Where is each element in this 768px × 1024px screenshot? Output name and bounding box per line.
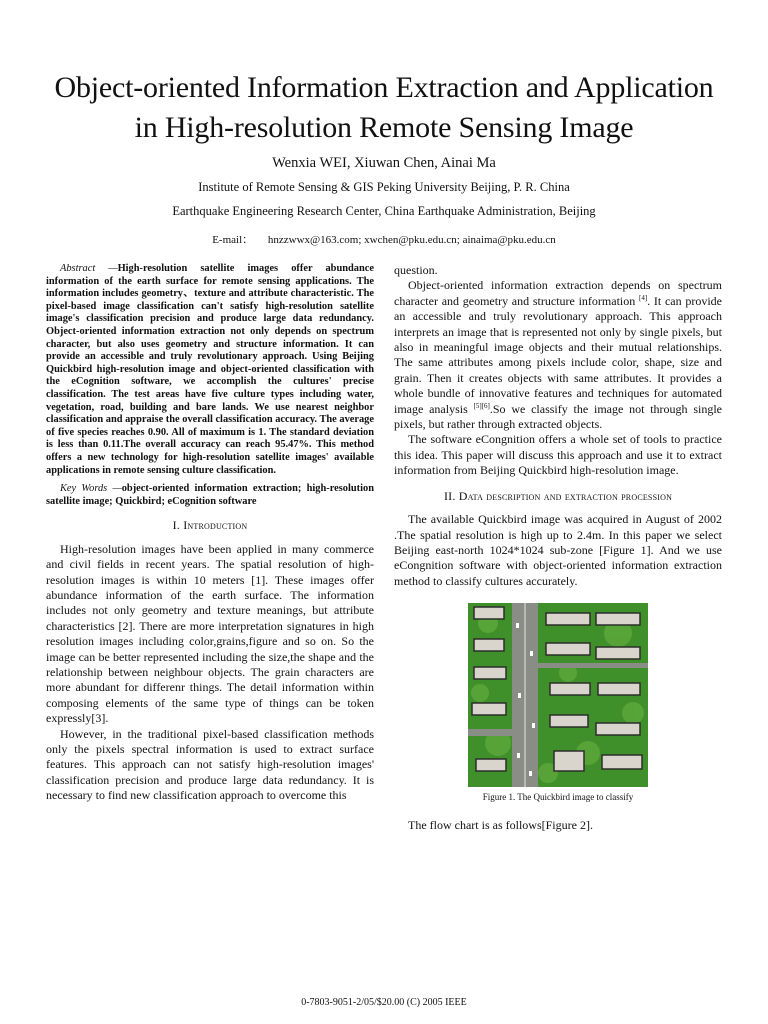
title-line-2: in High-resolution Remote Sensing Image <box>134 111 634 144</box>
affiliation-1: Institute of Remote Sensing & GIS Peking University Beijing, P. R. China <box>198 180 570 194</box>
object-oriented-paragraph <box>394 278 722 432</box>
citation-5-6: [5][6] <box>473 401 490 410</box>
left-column <box>46 263 374 804</box>
paper-title <box>20 68 748 148</box>
abstract-text: High-resolution satellite images offer abundance information of the earth surface for remote sensing applications. The information includes geometry、texture and attribute characteristic. The pixel-based image classification can't satisfy high-resolution satellite image's classification precision and produce large data redundancy. Object-oriented information extraction not only depends on spectrum character, but also uses geometry and structure information. It can provide an accessible and truly revolutionary approach. Using Beijing Quickbird high-resolution image and object-oriented classification with the eCognition software, we accomplish the cultures' precise classification. The test areas have five culture types including water, vegetation, road, building and bare lands. We use nearest neighbor classification and appraise the overall classification accuracy. The average of five species reaches 0.90. All of maximum is 1. The standard deviation is less than 0.11.The overall accuracy can reach 95.47%. This method offers a new technology for high-resolution satellite images' available applications in remote sensing culture classification. <box>46 263 374 476</box>
quickbird-satellite-image <box>468 603 648 787</box>
abstract <box>46 263 374 477</box>
figure-1 <box>394 603 722 805</box>
section-heading-introduction: I. Introduction <box>172 518 248 533</box>
section-heading-data-description: II. Data description and extraction procession <box>443 488 673 503</box>
data-description-paragraph: The available Quickbird image was acquired in August of 2002 .The spatial resolution is high up to 2.4m. In this paper we select Beijing east-north 1024*1024 sub-zone [Figure 1]. And we use eCongnition software with object-oriented information extraction method to classify cultures accurately. <box>394 512 722 588</box>
keywords <box>46 483 374 508</box>
keywords-text: object-oriented information extraction; high-resolution satellite image; Quickbird; eCognition software <box>46 483 374 507</box>
figure-1-caption: Figure 1. The Quickbird image to classify <box>482 792 634 803</box>
paragraph-text-a: Object-oriented information extraction depends on spectrum character and geometry and structure information <box>394 278 722 308</box>
email-line <box>0 231 768 247</box>
continued-text: question. <box>394 263 438 277</box>
email-label: E-mail： <box>212 234 254 246</box>
keywords-lead: Key Words — <box>60 483 122 495</box>
paragraph-text-b: . It can provide an accessible and truly revolutionary approach. This approach interprets an image that is represented not only by single pixels, but also in meaningful image objects and their mutual relationships. The same attributes among pixels include color, shape, size and grain. Then it creates objects with same attributes. It provides a whole bundle of innovative features and techniques for automated image analysis <box>394 293 723 416</box>
citation-4: [4] <box>638 293 648 302</box>
ecognition-paragraph: The software eCongnition offers a whole set of tools to practice this idea. This paper will discuss this approach and use it to extract information from Beijing Quickbird high-resolution image. <box>394 432 722 478</box>
email-addresses: hnzzwwx@163.com; xwchen@pku.edu.cn; ainaima@pku.edu.cn <box>267 234 556 246</box>
right-column <box>394 263 722 833</box>
title-line-1: Object-oriented Information Extraction and Application <box>54 71 714 104</box>
flow-chart-reference: The flow chart is as follows[Figure 2]. <box>408 817 593 832</box>
author-list: Wenxia WEI, Xiuwan Chen, Ainai Ma <box>272 155 496 171</box>
abstract-lead: Abstract — <box>60 263 118 274</box>
intro-paragraph-2: However, in the traditional pixel-based classification methods only the pixels spectral information is used to extract surface features. This approach can not satisfy high-resolution images' classification precision and produce large data redundancy. It is necessary to find new classification approach to overcome this <box>46 726 374 803</box>
paragraph-text-c: .So we classify the image not through single pixels, but rather through extracted objects. <box>394 401 722 432</box>
affiliation-2: Earthquake Engineering Research Center, China Earthquake Administration, Beijing <box>172 204 596 218</box>
copyright-footer: 0-7803-9051-2/05/$20.00 (C) 2005 IEEE <box>301 997 467 1008</box>
intro-paragraph-1: High-resolution images have been applied in many commerce and civil fields in recent years. The spatial resolution of high-resolution images is within 10 meters [1]. These images offer abundance information of the earth surface. The information includes not only geometry and texture meanings, but attribute characteristics [2]. There are more interpretation signatures in high resolution images including color,grains,figure and so on. So the image can be better represented including the size,the shape and the relationship between neighbour objects. The grain characters are more abundant for differenr things. The detail information within composing elements of the same type of things can be token expressly[3]. <box>46 541 374 726</box>
